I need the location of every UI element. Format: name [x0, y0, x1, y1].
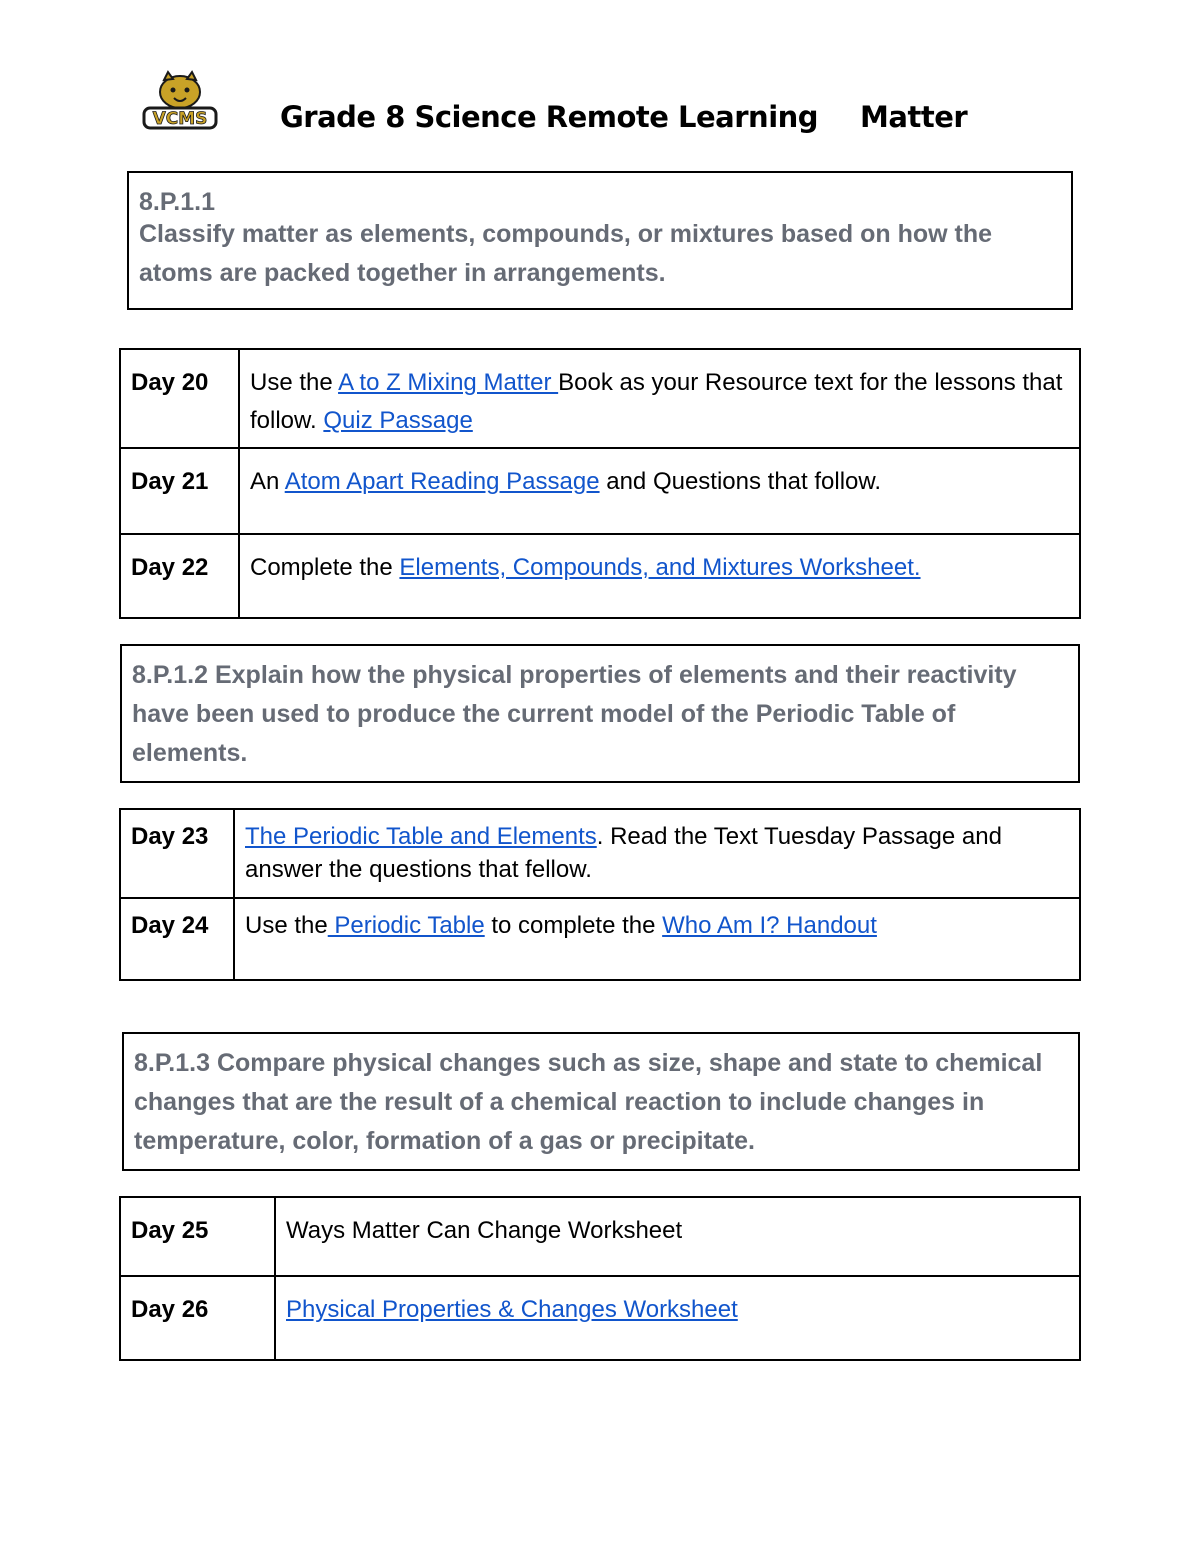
table-row: [120, 898, 1080, 980]
day-task: [234, 809, 1080, 898]
title-text: Grade 8 Science Remote Learning: [280, 100, 819, 134]
standard-text: Classify matter as elements, compounds, or mixtures based on how the atoms are packed together in arrangements.: [139, 220, 993, 287]
page-title: [280, 100, 967, 134]
periodic-table-and-elements-link[interactable]: The Periodic Table and Elements: [245, 823, 597, 850]
elements-compounds-mixtures-worksheet-link[interactable]: Elements, Compounds, and Mixtures Worksheet.: [399, 554, 921, 581]
standard-box-1: [127, 171, 1073, 310]
standard-text: Compare physical changes such as size, shape and state to chemical changes that are the result of a chemical reaction to include changes in temperature, color, formation of a gas or precipitate.: [134, 1049, 1043, 1155]
logo-text: VCMS: [152, 109, 208, 129]
day-task: Ways Matter Can Change Worksheet: [275, 1197, 1080, 1276]
day-label: Day 22: [120, 534, 239, 618]
table-row: [120, 534, 1080, 618]
physical-properties-changes-worksheet-link[interactable]: Physical Properties & Changes Worksheet: [286, 1296, 738, 1323]
table-row: [120, 1276, 1080, 1360]
task-text: Use the: [250, 369, 339, 396]
day-label: Day 21: [120, 448, 239, 534]
schedule-table-1: [119, 348, 1081, 619]
day-label: Day 24: [120, 898, 234, 980]
day-task: [239, 534, 1080, 618]
day-task: [239, 349, 1080, 448]
task-text: and Questions that follow.: [599, 468, 882, 495]
quiz-passage-link[interactable]: Quiz Passage: [323, 407, 473, 434]
task-text: Book as your Resource text for the lessons that follow.: [250, 369, 1063, 434]
table-row: [120, 448, 1080, 534]
task-text: Complete the: [250, 554, 400, 581]
atom-apart-reading-passage-link[interactable]: Atom Apart Reading Passage: [284, 468, 600, 495]
day-task: [275, 1276, 1080, 1360]
day-label: Day 20: [120, 349, 239, 448]
task-text: . Read the Text Tuesday Passage and answer the questions that fellow.: [245, 823, 1002, 883]
day-task: [239, 448, 1080, 534]
table-row: [120, 1197, 1080, 1276]
standard-code: 8.P.1.3: [134, 1049, 211, 1077]
standard-box-3: [122, 1032, 1080, 1171]
topic-text: Matter: [860, 100, 968, 134]
task-text: An: [250, 468, 285, 495]
day-label: Day 23: [120, 809, 234, 898]
who-am-i-handout-link[interactable]: Who Am I? Handout: [662, 912, 877, 939]
day-task: [234, 898, 1080, 980]
standard-box-2: [120, 644, 1080, 783]
day-label: Day 26: [120, 1276, 275, 1360]
table-row: [120, 349, 1080, 448]
standard-code: 8.P.1.1: [139, 188, 216, 216]
schedule-table-3: [119, 1196, 1081, 1361]
table-row: [120, 809, 1080, 898]
schedule-table-2: [119, 808, 1081, 981]
school-logo: [138, 70, 222, 134]
standard-text: Explain how the physical properties of elements and their reactivity have been used to produce the current model of the Periodic Table of elements.: [132, 661, 1017, 767]
task-text: to complete the: [484, 912, 663, 939]
day-label: Day 25: [120, 1197, 275, 1276]
standard-code: 8.P.1.2: [132, 661, 209, 689]
a-to-z-mixing-matter-link[interactable]: A to Z Mixing Matter: [338, 369, 559, 396]
task-text: Use the: [245, 912, 328, 939]
periodic-table-link[interactable]: Periodic Table: [327, 912, 485, 939]
